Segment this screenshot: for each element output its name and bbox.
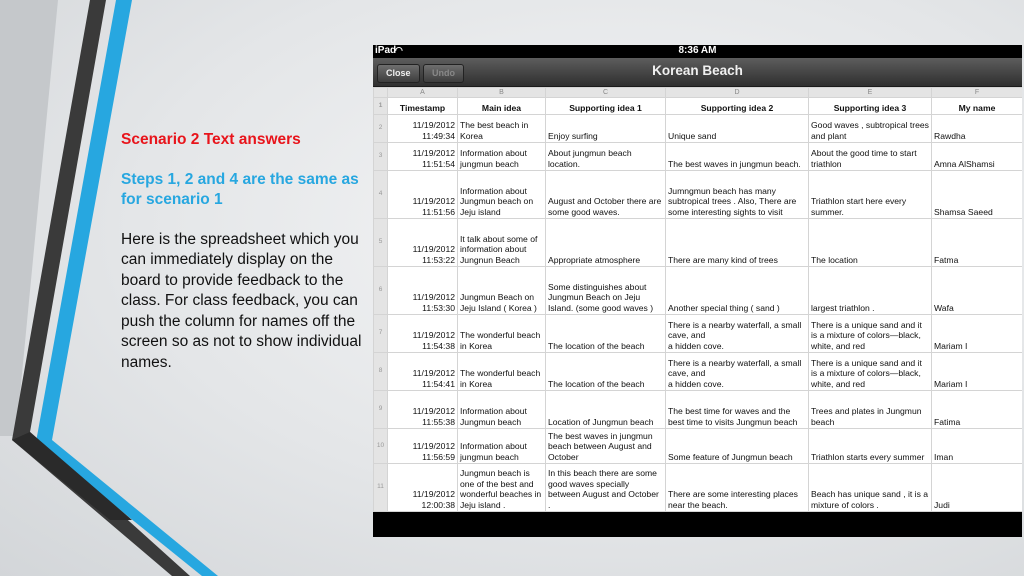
supporting-idea-1-cell[interactable]: Some distinguishes about Jungmun Beach on Jeju Island. (some good waves ) (546, 267, 666, 315)
column-letter[interactable]: F (932, 88, 1023, 98)
table-row (374, 464, 1023, 512)
header-cell[interactable]: Supporting idea 1 (546, 98, 666, 115)
table-row (374, 267, 1023, 315)
supporting-idea-3-cell[interactable]: The location (809, 219, 932, 267)
supporting-idea-2-cell[interactable]: The best time for waves and the best time to visits Jungmun beach (666, 391, 809, 429)
row-number[interactable]: 10 (374, 429, 388, 464)
supporting-idea-2-cell[interactable]: Another special thing ( sand ) (666, 267, 809, 315)
name-cell[interactable]: Fatma (932, 219, 1023, 267)
row-number[interactable]: 8 (374, 353, 388, 391)
timestamp-cell[interactable] (388, 429, 458, 464)
timestamp-date: 11/19/2012 (412, 120, 455, 131)
row-number[interactable]: 3 (374, 143, 388, 171)
timestamp-date: 11/19/2012 (412, 441, 455, 452)
table-row (374, 143, 1023, 171)
clock: 8:36 AM (678, 45, 717, 56)
supporting-idea-1-cell[interactable]: About jungmun beach location. (546, 143, 666, 171)
supporting-idea-2-cell[interactable]: Jumngmun beach has many subtropical trees . Also, There are some interesting sights to visit (666, 171, 809, 219)
supporting-idea-2-cell[interactable]: There is a nearby waterfall, a small cave, and a hidden cove. (666, 353, 809, 391)
timestamp-cell[interactable] (388, 143, 458, 171)
row-number[interactable]: 5 (374, 219, 388, 267)
timestamp-cell[interactable] (388, 464, 458, 512)
supporting-idea-3-cell[interactable]: Triathlon start here every summer. (809, 171, 932, 219)
row-number[interactable]: 1 (374, 98, 388, 115)
name-cell[interactable]: Amna AlShamsi (932, 143, 1023, 171)
table-row (374, 219, 1023, 267)
timestamp-date: 11/19/2012 (412, 196, 455, 207)
timestamp-cell[interactable] (388, 171, 458, 219)
table-row (374, 115, 1023, 143)
supporting-idea-1-cell[interactable]: Enjoy surfing (546, 115, 666, 143)
supporting-idea-1-cell[interactable]: Appropriate atmosphere (546, 219, 666, 267)
supporting-idea-3-cell[interactable]: There is a unique sand and it is a mixture of colors—black, white, and red (809, 315, 932, 353)
status-bar (373, 45, 1022, 58)
supporting-idea-2-cell[interactable]: Some feature of Jungmun beach (666, 429, 809, 464)
timestamp-time: 11:51:56 (422, 206, 455, 217)
timestamp-cell[interactable] (388, 315, 458, 353)
name-cell[interactable]: Mariam I (932, 353, 1023, 391)
row-number[interactable]: 4 (374, 171, 388, 219)
supporting-idea-3-cell[interactable]: largest triathlon . (809, 267, 932, 315)
header-row (374, 98, 1023, 115)
row-number[interactable]: 9 (374, 391, 388, 429)
supporting-idea-2-cell[interactable]: The best waves in jungmun beach. (666, 143, 809, 171)
supporting-idea-3-cell[interactable]: About the good time to start triathlon (809, 143, 932, 171)
column-letter[interactable]: B (458, 88, 546, 98)
timestamp-cell[interactable] (388, 219, 458, 267)
main-idea-cell[interactable]: The best beach in Korea (458, 115, 546, 143)
slide-text-panel (121, 130, 371, 373)
timestamp-time: 11:53:30 (422, 302, 455, 313)
name-cell[interactable]: Shamsa Saeed (932, 171, 1023, 219)
column-letter[interactable]: C (546, 88, 666, 98)
name-cell[interactable]: Fatima (932, 391, 1023, 429)
name-cell[interactable]: Wafa (932, 267, 1023, 315)
close-button[interactable]: Close (377, 64, 420, 83)
slide-heading: Scenario 2 Text answers (121, 131, 301, 148)
timestamp-cell[interactable] (388, 391, 458, 429)
carrier-label: iPad (375, 45, 397, 56)
name-cell[interactable]: Iman (932, 429, 1023, 464)
row-number[interactable]: 11 (374, 464, 388, 512)
timestamp-time: 11:51:54 (422, 158, 455, 169)
name-cell[interactable]: Judi (932, 464, 1023, 512)
undo-button[interactable]: Undo (423, 64, 464, 83)
row-number[interactable]: 2 (374, 115, 388, 143)
spreadsheet (373, 87, 1022, 512)
stripe-dark-lower (12, 432, 132, 520)
timestamp-time: 12:00:38 (421, 499, 455, 510)
column-letter[interactable]: D (666, 88, 809, 98)
timestamp-time: 11:49:34 (422, 130, 455, 141)
timestamp-time: 11:54:38 (422, 340, 455, 351)
slide-body: Here is the spreadsheet which you can immediately display on the board to provide feedback to the class. For class feedback, you can push the column for names off the screen so as not to show individual names. (121, 230, 362, 371)
timestamp-time: 11:54:41 (422, 378, 455, 389)
supporting-idea-3-cell[interactable]: Trees and plates in Jungmun beach (809, 391, 932, 429)
supporting-idea-1-cell[interactable]: The location of the beach (546, 315, 666, 353)
table-row (374, 171, 1023, 219)
header-cell[interactable]: Supporting idea 3 (809, 98, 932, 115)
timestamp-cell[interactable] (388, 115, 458, 143)
header-cell[interactable]: Supporting idea 2 (666, 98, 809, 115)
supporting-idea-2-cell[interactable]: There is a nearby waterfall, a small cave, and a hidden cove. (666, 315, 809, 353)
table-row (374, 315, 1023, 353)
table-row (374, 429, 1023, 464)
column-letter[interactable]: A (388, 88, 458, 98)
row-number[interactable]: 7 (374, 315, 388, 353)
supporting-idea-2-cell[interactable]: Unique sand (666, 115, 809, 143)
supporting-idea-1-cell[interactable]: The best waves in jungmun beach between August and October (546, 429, 666, 464)
supporting-idea-1-cell[interactable]: Location of Jungmun beach (546, 391, 666, 429)
timestamp-time: 11:55:38 (422, 416, 455, 427)
main-idea-cell[interactable]: Information about jungmun beach (458, 429, 546, 464)
name-cell[interactable]: Rawdha (932, 115, 1023, 143)
data-rows (374, 115, 1023, 512)
main-idea-cell[interactable]: The wonderful beach in Korea (458, 315, 546, 353)
supporting-idea-1-cell[interactable]: The location of the beach (546, 353, 666, 391)
slide-subheading: Steps 1, 2 and 4 are the same as for scenario 1 (121, 170, 359, 208)
name-cell[interactable]: Mariam I (932, 315, 1023, 353)
table-row (374, 353, 1023, 391)
supporting-idea-3-cell[interactable]: Triathlon starts every summer (809, 429, 932, 464)
main-idea-cell[interactable]: Information about jungmun beach (458, 143, 546, 171)
spreadsheet-grid (373, 87, 1022, 512)
supporting-idea-3-cell[interactable]: Beach has unique sand , it is a mixture of colors . (809, 464, 932, 512)
supporting-idea-1-cell[interactable]: In this beach there are some good waves specially between August and October . (546, 464, 666, 512)
corner-cell[interactable] (374, 88, 388, 98)
row-number[interactable]: 6 (374, 267, 388, 315)
header-cell[interactable]: My name (932, 98, 1023, 115)
supporting-idea-2-cell[interactable]: There are many kind of trees (666, 219, 809, 267)
document-title: Korean Beach (652, 63, 743, 78)
supporting-idea-1-cell[interactable]: August and October there are some good waves. (546, 171, 666, 219)
timestamp-date: 11/19/2012 (412, 330, 455, 341)
column-letter-row (374, 88, 1023, 98)
supporting-idea-3-cell[interactable]: There is a unique sand and it is a mixture of colors—black, white, and red (809, 353, 932, 391)
timestamp-date: 11/19/2012 (412, 489, 455, 500)
main-idea-cell[interactable]: Jungmun Beach on Jeju Island ( Korea ) (458, 267, 546, 315)
column-letter[interactable]: E (809, 88, 932, 98)
timestamp-cell[interactable] (388, 267, 458, 315)
supporting-idea-2-cell[interactable]: There are some interesting places near the beach. (666, 464, 809, 512)
main-idea-cell[interactable]: Information about Jungmun beach on Jeju island (458, 171, 546, 219)
header-cell[interactable]: Main idea (458, 98, 546, 115)
header-cell[interactable]: Timestamp (388, 98, 458, 115)
supporting-idea-3-cell[interactable]: Good waves , subtropical trees and plant (809, 115, 932, 143)
main-idea-cell[interactable]: Jungmun beach is one of the best and wonderful beaches in Jeju island . (458, 464, 546, 512)
ipad-screenshot (373, 45, 1022, 537)
timestamp-date: 11/19/2012 (412, 368, 455, 379)
timestamp-time: 11:56:59 (422, 451, 455, 462)
timestamp-cell[interactable] (388, 353, 458, 391)
timestamp-date: 11/19/2012 (412, 406, 455, 417)
main-idea-cell[interactable]: The wonderful beach in Korea (458, 353, 546, 391)
wifi-icon: ◠ (395, 45, 403, 55)
timestamp-date: 11/19/2012 (412, 292, 455, 303)
main-idea-cell[interactable]: It talk about some of information about Jungnun Beach (458, 219, 546, 267)
main-idea-cell[interactable]: Information about Jungmun beach (458, 391, 546, 429)
timestamp-date: 11/19/2012 (412, 244, 455, 255)
table-row (374, 391, 1023, 429)
timestamp-time: 11:53:22 (422, 254, 455, 265)
nav-bar (373, 58, 1022, 87)
timestamp-date: 11/19/2012 (412, 148, 455, 159)
